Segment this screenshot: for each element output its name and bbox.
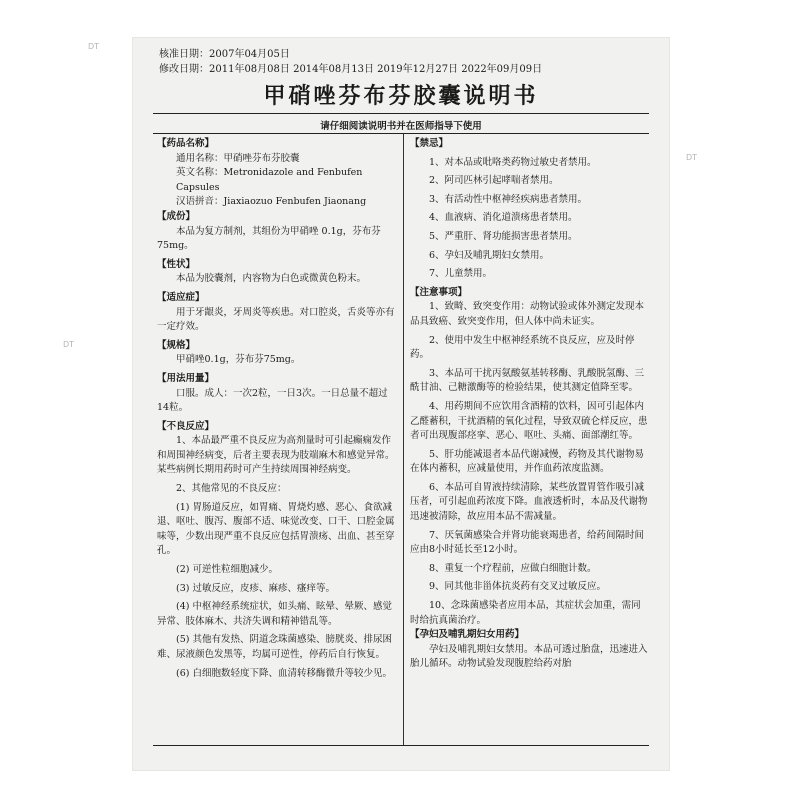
adverse-subitem: (5) 其他有发热、阴道念珠菌感染、膀胱炎、排尿困难、尿液颜色发黑等，均属可逆性，停药后自行恢复。 (157, 634, 392, 660)
adverse-subitem: (6) 白细胞数轻度下降、血清转移酶微升等较少见。 (176, 667, 392, 679)
precaution-item: 9、同其他非甾体抗炎药有交叉过敏反应。 (429, 581, 607, 593)
section-heading-precautions: 【注意事项】 (410, 286, 468, 298)
header-rule (153, 133, 649, 134)
character-text: 本品为胶囊剂，内容物为白色或微黄色粉末。 (176, 273, 367, 285)
contraindication-item: 6、孕妇及哺乳期妇女禁用。 (429, 249, 550, 261)
document-title: 甲硝唑芬布芬胶囊说明书 (263, 83, 539, 109)
english-name: 英文名称：Metronidazole and Fenbufen Capsules (176, 167, 363, 193)
pregnancy-text: 孕妇及哺乳期妇女禁用。本品可透过胎盘，迅速进入胎儿循环。动物试验发现腹腔给药对胎 (410, 643, 648, 670)
contraindication-item: 7、儿童禁用。 (429, 268, 493, 280)
contraindication-item: 4、血液病、消化道溃疡患者禁用。 (429, 212, 578, 224)
adverse-subitem: (1) 胃肠道反应，如胃痛、胃烧灼感、恶心、食欲减退、呕吐、腹泻、腹部不适、味觉改变、口干、口腔金属味等，少数出现严重不良反应包括胃溃疡、出血、甚至穿孔。 (157, 501, 395, 557)
section-heading-character: 【性状】 (157, 258, 196, 270)
date-block (159, 47, 542, 77)
contraindication-item: 5、严重肝、肾功能损害患者禁用。 (429, 230, 578, 242)
right-column (410, 137, 650, 672)
precaution-item: 4、用药期间不应饮用含酒精的饮料，因可引起体内乙醛蓄积，干扰酒精的氧化过程，导致双硫仑样反应，患者可出现腹部痉挛、恶心、呕吐、头痛、面部潮红等。 (410, 400, 648, 442)
left-column (157, 137, 397, 681)
precaution-item: 2、使用中发生中枢神经系统不良反应，应及时停药。 (410, 334, 635, 361)
column-divider (403, 134, 404, 746)
watermark: DT (63, 340, 75, 349)
precaution-item: 8、重复一个疗程前，应做白细胞计数。 (429, 562, 597, 574)
dosage-text: 口服。成人：一次2粒，一日3次。一日总量不超过14粒。 (157, 387, 388, 414)
precaution-item: 6、本品可自胃液持续清除，某些放置胃管作吸引减压者，可引起血药浓度下降。血液透析时，本品及代谢物迅速被清除，故应用本品不需减量。 (410, 481, 648, 523)
document-subtitle: 请仔细阅读说明书并在医师指导下使用 (320, 121, 482, 132)
indications-text: 用于牙龈炎，牙周炎等疾患。对口腔炎，舌炎等亦有一定疗效。 (157, 306, 395, 333)
section-heading-name: 【药品名称】 (157, 138, 215, 149)
section-heading-adverse: 【不良反应】 (157, 420, 215, 432)
precaution-item: 7、厌氧菌感染合并肾功能衰竭患者，给药间隔时间应由8小时延长至12小时。 (410, 529, 645, 556)
adverse-item: 2、其他常见的不良反应： (176, 483, 287, 495)
section-heading-pregnancy: 【孕妇及哺乳期妇女用药】 (410, 629, 525, 641)
title-rule (153, 113, 649, 114)
pinyin-name: 汉语拼音：Jiaxiaozuo Fenbufen Jiaonang (176, 196, 367, 208)
contraindication-item: 1、对本品或吡咯类药物过敏史者禁用。 (429, 156, 597, 168)
precaution-item: 3、本品可干扰丙氨酸氨基转移酶、乳酸脱氢酶、三酰甘油、己糖激酶等的检验结果，使其测定值降至零。 (410, 367, 645, 394)
footer-rule (153, 745, 649, 746)
contraindication-item: 2、阿司匹林引起哮喘者禁用。 (429, 175, 559, 187)
composition-text: 本品为复方制剂，其组份为甲硝唑 0.1g，芬布芬75mg。 (157, 225, 381, 252)
leaflet-page (133, 38, 669, 770)
adverse-subitem: (4) 中枢神经系统症状，如头痛、眩晕、晕厥、感觉异常、肢体麻木、共济失调和精神错乱等。 (157, 601, 392, 627)
revision-dates: 修改日期：2011年08月08日 2014年08月13日 2019年12月27日 2022年09月09日 (159, 64, 543, 75)
specification-text: 甲硝唑0.1g，芬布芬75mg。 (176, 354, 301, 366)
contraindication-item: 3、有活动性中枢神经疾病患者禁用。 (429, 193, 588, 205)
adverse-subitem: (3) 过敏反应，皮疹、麻疹、瘙痒等。 (176, 582, 335, 594)
precaution-item: 10、念珠菌感染者应用本品，其症状会加重，需同时给抗真菌治疗。 (410, 600, 641, 626)
precaution-item: 5、肝功能减退者本品代谢减慢，药物及其代谢物易在体内蓄积，应减量使用，并作血药浓度监测。 (410, 448, 645, 475)
watermark: DT (88, 42, 100, 51)
section-heading-indications: 【适应症】 (157, 291, 205, 303)
section-heading-composition: 【成份】 (157, 210, 196, 222)
section-heading-contraindications: 【禁忌】 (410, 138, 449, 149)
approval-date: 核准日期：2007年04月05日 (159, 49, 290, 60)
common-name: 通用名称：甲硝唑芬布芬胶囊 (176, 152, 300, 164)
section-heading-specification: 【规格】 (157, 339, 196, 351)
section-heading-dosage: 【用法用量】 (157, 372, 215, 384)
watermark: DT (686, 153, 698, 162)
adverse-item: 1、本品最严重不良反应为高剂量时可引起癫痫发作和周围神经病变，后者主要表现为肢端麻木和感觉异常。某些病例长期用药时可产生持续周围神经病变。 (157, 435, 395, 476)
precaution-item: 1、致畸、致突变作用：动物试验或体外测定发现本品具致癌、致突变作用，但人体中尚未证实。 (410, 301, 645, 327)
adverse-subitem: (2) 可逆性粒细胞减少。 (176, 564, 278, 576)
